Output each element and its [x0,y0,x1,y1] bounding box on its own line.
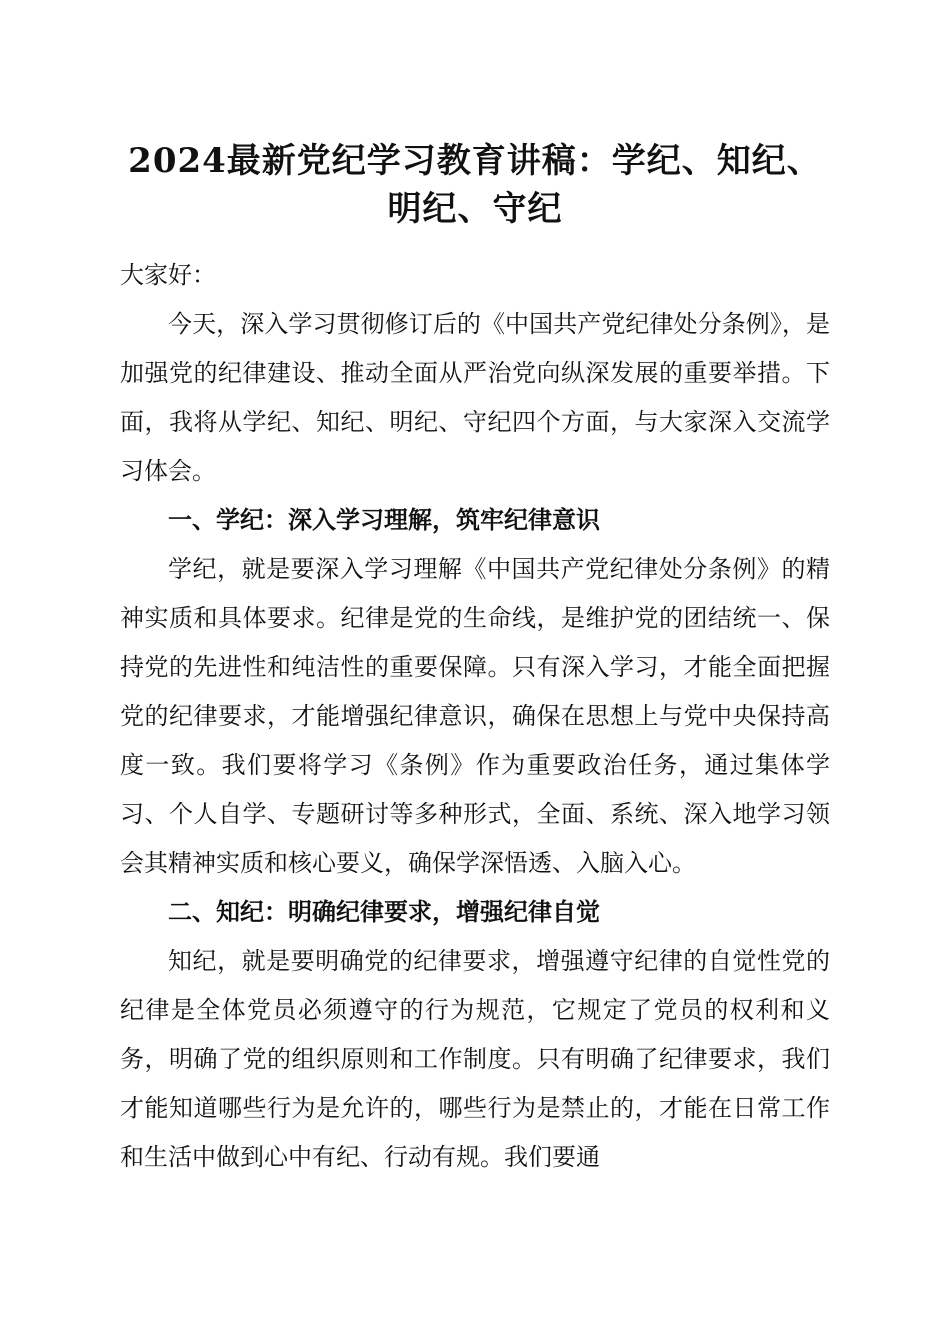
document-title-line-1: 2024最新党纪学习教育讲稿：学纪、知纪、 [128,141,822,181]
section-paragraph-2: 知纪，就是要明确党的纪律要求，增强遵守纪律的自觉性党的纪律是全体党员必须遵守的行为规范，它规定了党员的权利和义务，明确了党的组织原则和工作制度。只有明确了纪律要求，我们才能知道哪些行为是允许的，哪些行为是禁止的，才能在日常工作和生活中做到心中有纪、行动有规。我们要通 [120,947,830,1171]
document-body [120,251,830,1182]
section-heading-2: 二、知纪：明确纪律要求，增强纪律自觉 [168,898,600,926]
greeting: 大家好： [120,261,216,289]
section-heading-1: 一、学纪：深入学习理解，筑牢纪律意识 [168,506,600,534]
intro-paragraph: 今天，深入学习贯彻修订后的《中国共产党纪律处分条例》，是加强党的纪律建设、推动全面从严治党向纵深发展的重要举措。下面，我将从学纪、知纪、明纪、守纪四个方面，与大家深入交流学习体会。 [120,310,830,485]
section-paragraph-1: 学纪，就是要深入学习理解《中国共产党纪律处分条例》的精神实质和具体要求。纪律是党的生命线，是维护党的团结统一、保持党的先进性和纯洁性的重要保障。只有深入学习，才能全面把握党的纪律要求，才能增强纪律意识，确保在思想上与党中央保持高度一致。我们要将学习《条例》作为重要政治任务，通过集体学习、个人自学、专题研讨等多种形式，全面、系统、深入地学习领会其精神实质和核心要义，确保学深悟透、入脑入心。 [120,555,830,877]
document-title-line-2: 明纪、守纪 [387,189,563,229]
